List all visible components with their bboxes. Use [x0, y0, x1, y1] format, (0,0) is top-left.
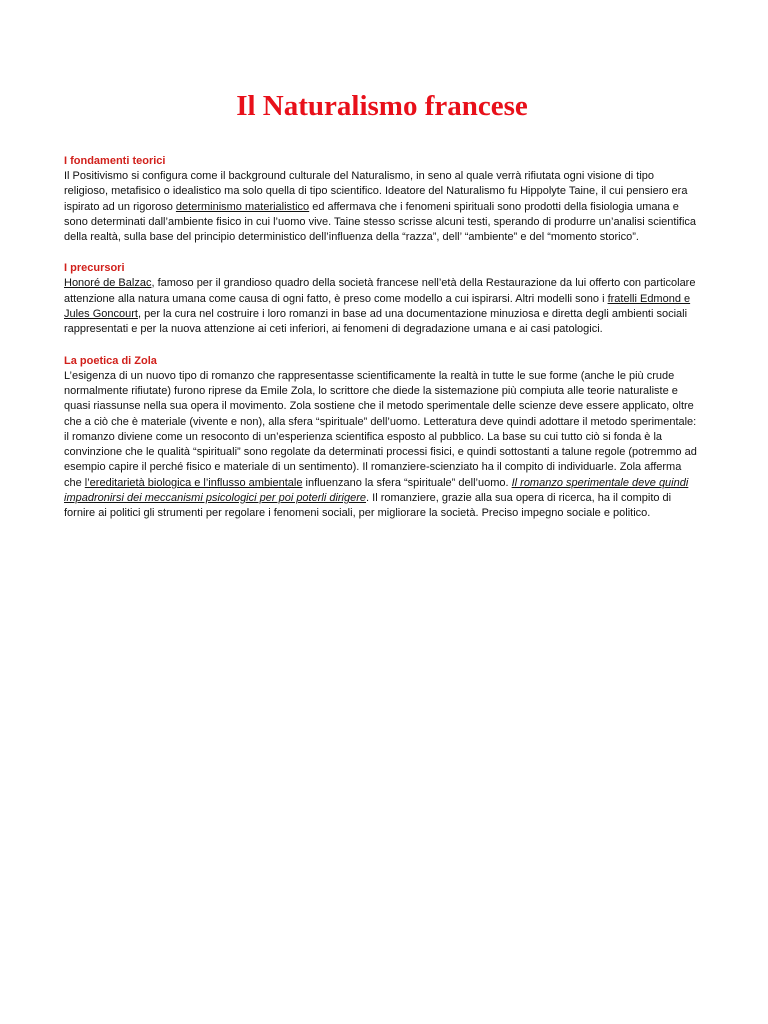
text-run: ed affermava che i fenomeni spirituali sono prodotti della fisiologia umana e sono determinati dall’ambiente fisico in cui l’uomo vive. Taine stesso scrisse alcuni testi, sperando di produrre un’analisi scientifica della realtà, sulla base del principio deterministico dell’influenza della “razza”, dell’ “ambiente” e del “momento storico”.: [64, 200, 697, 244]
underlined-italic-quote: Il romanzo sperimentale deve quindi impadronirsi dei meccanismi psicologici per poi poterli dirigere: [64, 476, 689, 505]
section-paragraph: [64, 276, 700, 337]
text-run: , per la cura nel costruire i loro romanzi in base ad una documentazione minuziosa e diretta degli ambienti sociali rappresentati e per la nuova attenzione ai ceti inferiori, ai fenomeni di degradazione umana e ai casi patologici.: [64, 308, 688, 336]
underlined-term: determinismo materialistico: [175, 200, 310, 213]
underlined-term: l’ereditarietà biologica e l’influsso ambientale: [84, 476, 303, 489]
document-title: Il Naturalismo francese: [236, 90, 528, 122]
section-paragraph: [64, 169, 700, 245]
text-run: L’esigenza di un nuovo tipo di romanzo che rappresentasse scientificamente la realtà in tutte le sue forme (anche le più crude normalmente rifiutate) furono riprese da Emile Zola, lo scrittore che diede la sistemazione più compiuta alle teorie naturaliste e quasi riassunse nella sua opera il movimento. Zola sostiene che il metodo sperimentale delle scienze deve essere applicato, oltre che a ciò che è materiale (vivente e non), alla sfera “spirituale” dell’uomo. Letteratura deve quindi adottare il metodo sperimentale: il romanzo diviene come un resoconto di un’esperienza scientifica esposto al pubblico. La base su cui tutto ciò si fonda è la convinzione che le qualità “spirituali” sono regolate da determinati processi fisici, e quindi sottostanti a talune regole (potremmo ad esempio capire il perché fisico e materiale di un sentimento). Il romanziere-scienziato ha il compito di individuarle. Zola afferma che: [64, 369, 697, 489]
underlined-term: fratelli Edmond e Jules Goncourt: [64, 292, 691, 321]
text-run: . Il romanziere, grazie alla sua opera di ricerca, ha il compito di fornire ai politici gli strumenti per regolare i fenomeni sociali, per migliorare la società. Preciso impegno sociale e politico.: [64, 492, 672, 520]
section-poetica-zola: [64, 354, 700, 522]
section-fondamenti: [64, 154, 700, 245]
section-heading: La poetica di Zola: [64, 354, 157, 367]
document-page: [64, 88, 700, 538]
text-run: influenzano la sfera “spirituale” dell’uomo.: [302, 476, 512, 489]
text-run: Il Positivismo si configura come il background culturale del Naturalismo, in seno al quale verrà rifiutata ogni visione di tipo religioso, metafisico o idealistico ma solo quella di tipo scientifico. Ideatore del Naturalismo fu Hippolyte Taine, il cui pensiero era ispirato ad un rigoroso: [64, 170, 688, 213]
underlined-term: Honoré de Balzac: [64, 277, 152, 290]
section-heading: I precursori: [64, 262, 125, 275]
section-precursori: [64, 261, 700, 337]
section-heading: I fondamenti teorici: [64, 155, 166, 167]
text-run: , famoso per il grandioso quadro della società francese nell’età della Restaurazione da lui offerto con particolare attenzione alla natura umana come causa di ogni fatto, è preso come modello a cui ispirarsi. Altri modelli sono i: [64, 277, 696, 305]
section-paragraph: [64, 369, 700, 522]
